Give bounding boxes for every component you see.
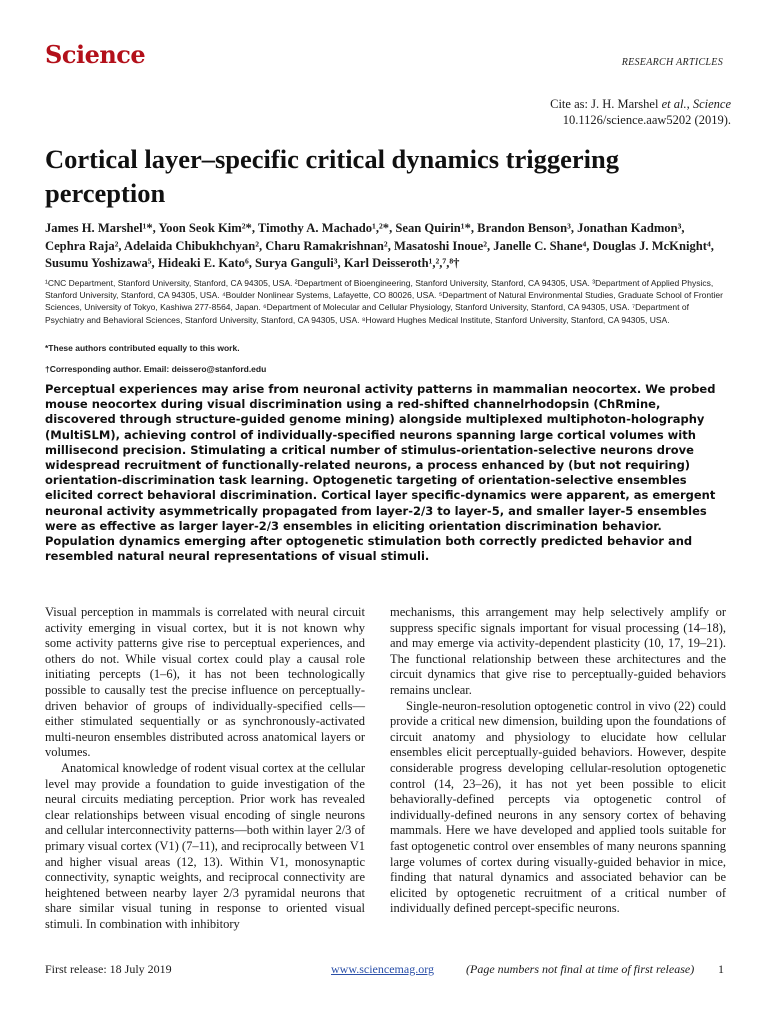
paragraph: mechanisms, this arrangement may help selectively amplify or suppress specific signals important for visual processing (14–18), and may emerge via activity-dependent plasticity (10, 17, 19–21). The functional relationship between these architectures and the circuit dynamics that give rise to perceptually-guided behaviors remains unclear. <box>390 605 726 697</box>
paragraph: Anatomical knowledge of rodent visual cortex at the cellular level may provide a foundation to guide investigation of the neural circuits mediating perception. Prior work has revealed clear relationships between visual encoding of single neurons and cellular interconnectivity patterns—both within layer 2/3 of primary visual cortex (V1) (7–11), and reciprocally between V1 and higher visual areas (12, 13). Within V1, monosynaptic connectivity, synaptic weights, and reciprocal connectivity are heightened between nearby layer 2/3 pyramidal neurons that share similar visual tuning in response to oriented visual stimuli. In combination with inhibitory <box>45 760 365 931</box>
affiliations: ¹CNC Department, Stanford University, Stanford, CA 94305, USA. ²Department of Bioengineering, Stanford University, Stanford, CA 94305, USA. ³Department of Applied Physics, Stanford University, Stanford, CA 94305, USA. ⁴Boulder Nonlinear Systems, Lafayette, CO 80026, USA. ⁵Department of Natural Environmental Studies, Graduate School of Frontier Sciences, University of Tokyo, Kashiwa 277-8564, Japan. ⁶Department of Molecular and Cellular Physiology, Stanford University, Stanford, CA 94305, USA. ⁷Department of Psychiatry and Behavioral Sciences, Stanford University, Stanford, CA 94305, USA. ⁸Howard Hughes Medical Institute, Stanford University, Stanford, CA 94305, USA. <box>45 278 723 325</box>
citation-journal: Science <box>692 97 731 111</box>
author-list: James H. Marshel¹*, Yoon Seok Kim²*, Timothy A. Machado¹,²*, Sean Quirin¹*, Brandon Benson³, Jonathan Kadmon³, Cephra Raja², Adelaida Chibukhchyan², Charu Ramakrishnan², Masatoshi Inoue², Janelle C. Shane⁴, Douglas J. McKnight⁴, Susumu Yoshizawa⁵, Hideaki E. Kato⁶, Surya Ganguli³, Karl Deisseroth¹,²,⁷,⁸† <box>45 221 714 270</box>
equal-contribution-note: *These authors contributed equally to this work. <box>45 343 240 353</box>
citation-doi: 10.1126/science.aaw5202 (2019). <box>562 113 731 127</box>
citation-separator: , <box>686 97 693 111</box>
paragraph: Visual perception in mammals is correlated with neural circuit activity emerging in visual cortex, but it is not known why some activity patterns give rise to perceptual experiences, and others do not. While visual cortex could play a causal role initiating percepts (1–6), it has not been technologically possible to causally test the precise influence on perceptually-driven behavior of groups of individually-specified cells—either stimulated sequentially or as synchronously-activated multi-neuron ensembles distributed across anatomical layers or volumes. <box>45 605 365 760</box>
page-number: 1 <box>718 962 724 976</box>
journal-website-link[interactable]: www.sciencemag.org <box>331 962 434 976</box>
citation-line-1 <box>550 96 731 112</box>
abstract: Perceptual experiences may arise from neuronal activity patterns in mammalian neocortex. We probed mouse neocortex during visual discrimination using a red-shifted channelrhodopsin (ChRmine, discovered through structure-guided genome mining) alongside multiplexed multiphoton-holography (MultiSLM), achieving control of individually-specified neurons spanning large cortical volumes with millisecond precision. Stimulating a critical number of stimulus-orientation-selective neurons drove widespread recruitment of functionally-related neurons, a process enhanced by (but not requiring) orientation-discrimination task learning. Optogenetic targeting of orientation-selective ensembles elicited correct behavioral discrimination. Cortical layer specific-dynamics were apparent, as emergent neuronal activity asymmetrically propagated from layer-2/3 to layer-5, and smaller layer-5 ensembles were as effective as larger layer-2/3 ensembles in eliciting orientation discrimination behavior. Population dynamics emerging after optogenetic stimulation both correctly predicted behavior and resembled natural neural representations of visual stimuli. <box>45 382 716 564</box>
paragraph: Single-neuron-resolution optogenetic control in vivo (22) could provide a critical new dimension, building upon the foundations of circuit anatomy and physiology to elucidate how cellular ensembles elicit perceptually-guided behaviors. However, despite considerable progress developing cellular-resolution optogenetic control (14, 23–26), it has not yet been possible to elicit behaviorally-defined percepts via optogenetic control of individually-defined neurons in any sensory cortex of behaving mammals. Here we have developed and applied tools suitable for fast optogenetic control over ensembles of many neurons spanning large volumes of cortex during visually-guided behavior in mice, finding that natural dynamics and associated behavior can be elicited by optogenetic recruitment of a critical number of individually defined percept-specific neurons. <box>390 698 726 916</box>
section-label: RESEARCH ARTICLES <box>621 57 723 68</box>
journal-logo: Science <box>45 40 146 69</box>
citation-block <box>550 96 731 128</box>
article-title: Cortical layer–specific critical dynamics triggering perception <box>45 144 619 208</box>
release-date: First release: 18 July 2019 <box>45 962 172 976</box>
body-column-right <box>390 605 726 917</box>
citation-etal: et al. <box>661 97 687 111</box>
page-number-note: (Page numbers not final at time of first release) <box>466 962 695 976</box>
corresponding-author-note: †Corresponding author. Email: deissero@stanford.edu <box>45 364 267 374</box>
body-column-left <box>45 605 365 932</box>
citation-prefix: Cite as: J. H. Marshel <box>550 97 662 111</box>
